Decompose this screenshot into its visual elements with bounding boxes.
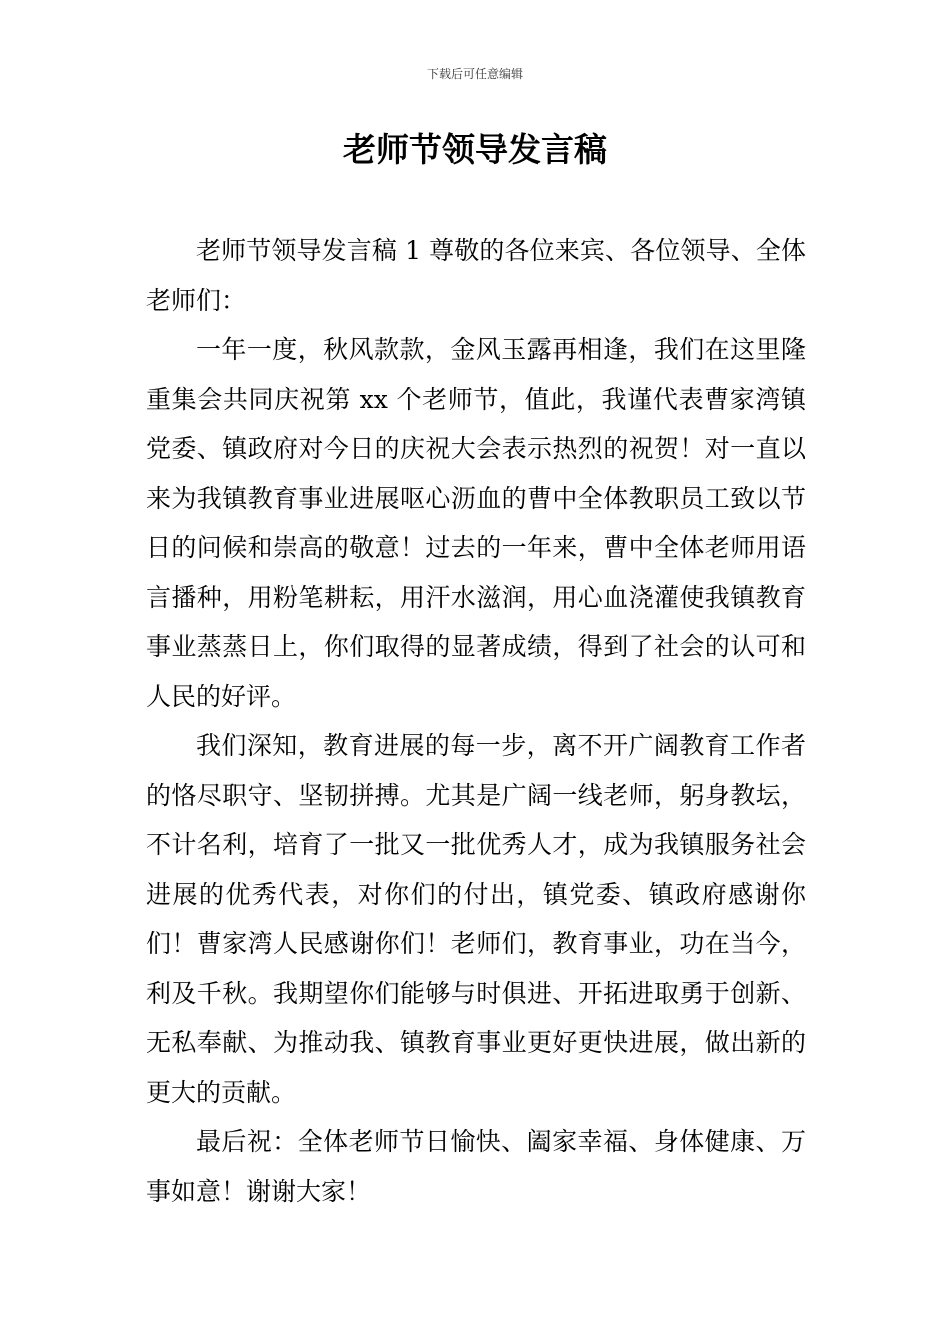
document-title: 老师节领导发言稿 (343, 130, 607, 169)
page-header-note: 下载后可任意编辑 (426, 67, 523, 81)
paragraph-salutation: 老师节领导发言稿 1 尊敬的各位来宾、各位领导、全体老师们： (146, 236, 806, 315)
document-body (146, 226, 806, 1216)
paragraph-greeting: 一年一度，秋风款款，金风玉露再相逢，我们在这里隆重集会共同庆祝第 xx 个老师节，值此，我谨代表曹家湾镇党委、镇政府对今日的庆祝大会表示热烈的祝贺！对一直以来为我镇教育事业进展呕心沥血的曹中全体教职员工致以节日的问候和崇高的敬意！过去的一年来，曹中全体老师用语言播种，用粉笔耕耘，用汗水滋润，用心血浇灌使我镇教育事业蒸蒸日上，你们取得的显著成绩，得到了社会的认可和人民的好评。 (146, 335, 806, 711)
paragraph-closing: 最后祝：全体老师节日愉快、阖家幸福、身体健康、万事如意！谢谢大家！ (146, 1127, 806, 1206)
paragraph-appreciation: 我们深知，教育进展的每一步，离不开广阔教育工作者的恪尽职守、坚韧拼搏。尤其是广阔一线老师，躬身教坛，不计名利，培育了一批又一批优秀人才，成为我镇服务社会进展的优秀代表，对你们的付出，镇党委、镇政府感谢你们！曹家湾人民感谢你们！老师们，教育事业，功在当今，利及千秋。我期望你们能够与时俱进、开拓进取勇于创新、无私奉献、为推动我、镇教育事业更好更快进展，做出新的更大的贡献。 (146, 731, 806, 1107)
